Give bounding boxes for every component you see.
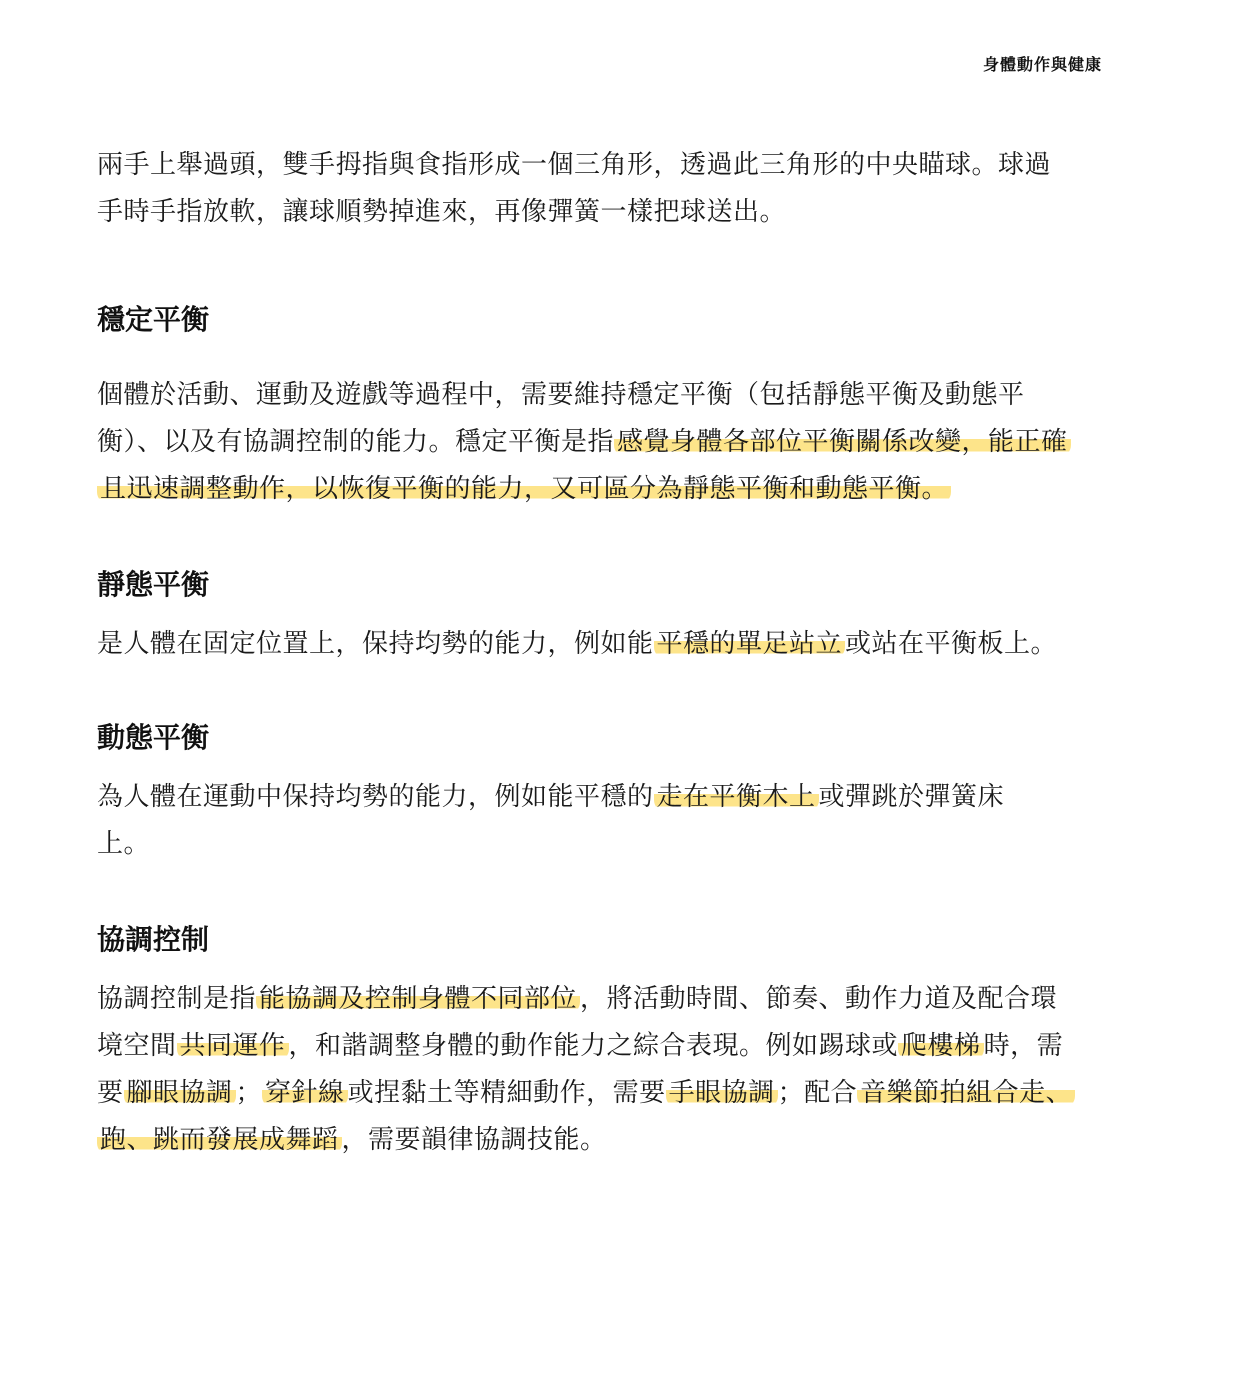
text-segment: 或站在平衡板上。 — [845, 629, 1058, 659]
text-segment: ； — [235, 1078, 263, 1108]
text-segment: 個體於活動、運動及遊戲等過程中，需要維持穩定平衡（包括靜態平衡及動態平衡）、以及有協調控制的能力。穩定平衡是指 — [97, 380, 1025, 457]
text-segment: 是人體在固定位置上，保持均勢的能力，例如能 — [97, 629, 654, 659]
dynamic-balance-paragraph — [97, 774, 1057, 868]
heading-dynamic-balance: 動態平衡 — [97, 721, 210, 754]
highlighted-text: 手眼協調 — [666, 1078, 778, 1108]
text-segment: ；配合 — [777, 1078, 858, 1108]
stable-balance-paragraph — [97, 372, 1077, 513]
highlighted-text: 能協調及控制身體不同部位 — [256, 984, 580, 1014]
highlighted-text: 感覺身體各部位平衡關係改變，能正確且迅速調整動作，以恢復平衡的能力，又可區分為靜態平衡和動態平衡。 — [97, 427, 1071, 504]
text-segment: 或捏黏土等精細動作，需要 — [347, 1078, 666, 1108]
highlighted-text: 走在平衡木上 — [654, 782, 819, 812]
highlighted-text: 腳眼協調 — [124, 1078, 236, 1108]
text-segment: ，需要韻律協調技能。 — [341, 1125, 607, 1155]
highlighted-text: 音樂節拍組合走、跑、跳而發展成舞蹈 — [97, 1078, 1075, 1155]
text-segment: 時，需要 — [97, 1031, 1064, 1108]
page-body — [97, 142, 1077, 1164]
text-segment: ，和諧調整身體的動作能力之綜合表現。例如踢球或 — [288, 1031, 899, 1061]
highlighted-text: 平穩的單足站立 — [654, 629, 846, 659]
highlighted-text: 共同運作 — [177, 1031, 289, 1061]
running-header: 身體動作與健康 — [982, 55, 1102, 74]
text-segment: 協調控制是指 — [97, 984, 257, 1014]
coordination-paragraph — [97, 976, 1077, 1164]
heading-coordination: 協調控制 — [97, 923, 210, 956]
text-segment: 為人體在運動中保持均勢的能力，例如能平穩的 — [97, 782, 654, 812]
highlighted-text: 穿針線 — [262, 1078, 348, 1108]
heading-stable-balance: 穩定平衡 — [97, 303, 210, 336]
highlighted-text: 爬樓梯 — [898, 1031, 984, 1061]
heading-static-balance: 靜態平衡 — [97, 568, 210, 601]
text-segment: ，將活動時間、節奏、動作力道及配合環境空間 — [97, 984, 1058, 1061]
text-segment: 或彈跳於彈簧床上。 — [97, 782, 1005, 859]
intro-paragraph: 兩手上舉過頭，雙手拇指與食指形成一個三角形，透過此三角形的中央瞄球。球過手時手指放軟，讓球順勢掉進來，再像彈簧一樣把球送出。 — [97, 150, 1052, 227]
static-balance-paragraph — [97, 621, 1077, 668]
